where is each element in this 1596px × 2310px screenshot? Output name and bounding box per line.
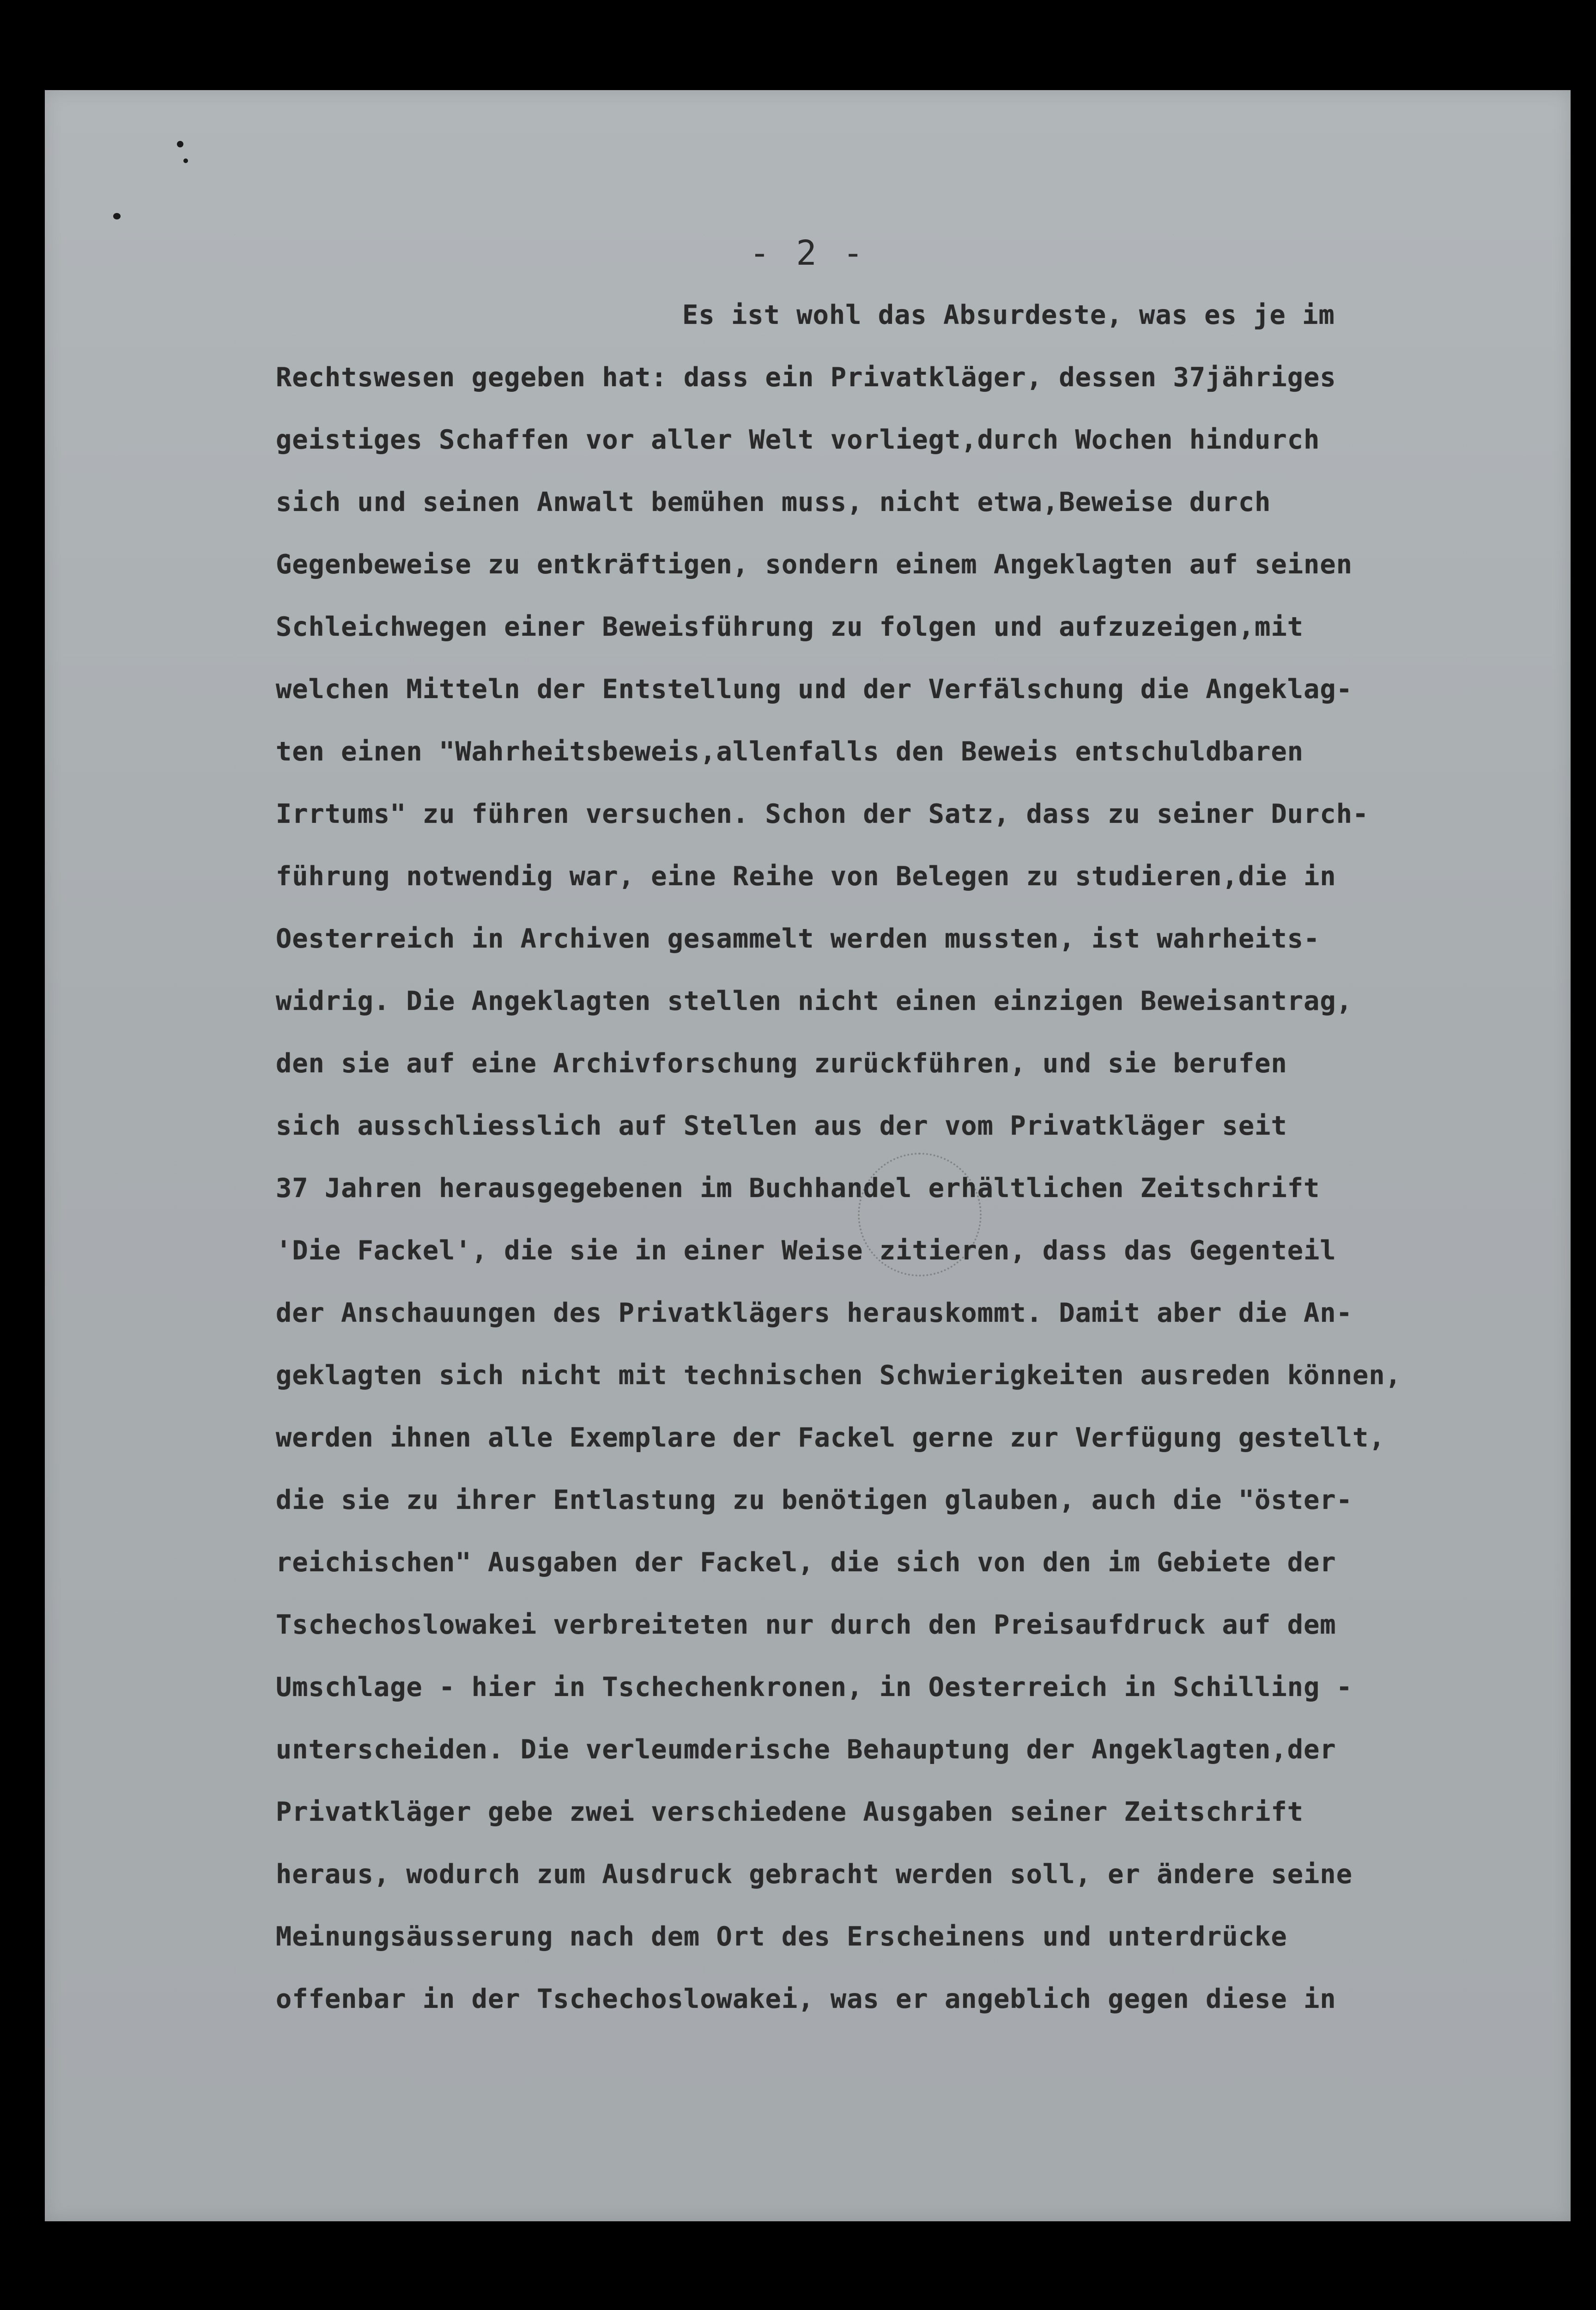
text-line: Tschechoslowakei verbreiteten nur durch den Preisaufdruck auf dem bbox=[276, 1610, 1336, 1640]
text-line: 'Die Fackel', die sie in einer Weise zitieren, dass das Gegenteil bbox=[276, 1235, 1336, 1266]
text-line: Irrtums" zu führen versuchen. Schon der Satz, dass zu seiner Durch- bbox=[276, 799, 1369, 829]
ink-speck bbox=[183, 158, 188, 163]
text-line: Oesterreich in Archiven gesammelt werden mussten, ist wahrheits- bbox=[276, 924, 1320, 954]
document-page bbox=[45, 90, 1571, 2221]
typewritten-body bbox=[276, 284, 1596, 2030]
ink-speck bbox=[177, 141, 183, 147]
page-number: - 2 - bbox=[749, 233, 866, 273]
text-line: sich ausschliesslich auf Stellen aus der vom Privatkläger seit bbox=[276, 1111, 1287, 1141]
text-line: geklagten sich nicht mit technischen Schwierigkeiten ausreden können, bbox=[276, 1360, 1402, 1391]
text-line: geistiges Schaffen vor aller Welt vorliegt,durch Wochen hindurch bbox=[276, 425, 1320, 455]
text-line: heraus, wodurch zum Ausdruck gebracht werden soll, er ändere seine bbox=[276, 1859, 1353, 1890]
text-line: Privatkläger gebe zwei verschiedene Ausgaben seiner Zeitschrift bbox=[276, 1797, 1304, 1827]
text-line: widrig. Die Angeklagten stellen nicht einen einzigen Beweisantrag, bbox=[276, 986, 1353, 1016]
text-line: reichischen" Ausgaben der Fackel, die sich von den im Gebiete der bbox=[276, 1547, 1336, 1578]
text-line: Umschlage - hier in Tschechenkronen, in Oesterreich in Schilling - bbox=[276, 1672, 1353, 1702]
text-line: führung notwendig war, eine Reihe von Belegen zu studieren,die in bbox=[276, 861, 1336, 892]
text-line: der Anschauungen des Privatklägers herauskommt. Damit aber die An- bbox=[276, 1298, 1353, 1328]
text-line: Rechtswesen gegeben hat: dass ein Privatkläger, dessen 37jähriges bbox=[276, 362, 1336, 393]
text-line: die sie zu ihrer Entlastung zu benötigen glauben, auch die "öster- bbox=[276, 1485, 1353, 1515]
text-line: Gegenbeweise zu entkräftigen, sondern einem Angeklagten auf seinen bbox=[276, 549, 1353, 580]
text-line: ten einen "Wahrheitsbeweis,allenfalls den Beweis entschuldbaren bbox=[276, 736, 1304, 767]
text-line: sich und seinen Anwalt bemühen muss, nicht etwa,Beweise durch bbox=[276, 487, 1271, 517]
text-line: Meinungsäusserung nach dem Ort des Erscheinens und unterdrücke bbox=[276, 1921, 1287, 1952]
text-line: 37 Jahren herausgegebenen im Buchhandel erhältlichen Zeitschrift bbox=[276, 1173, 1320, 1204]
text-line: den sie auf eine Archivforschung zurückführen, und sie berufen bbox=[276, 1048, 1287, 1079]
text-line: welchen Mitteln der Entstellung und der Verfälschung die Angeklag- bbox=[276, 674, 1353, 705]
text-line: unterscheiden. Die verleumderische Behauptung der Angeklagten,der bbox=[276, 1734, 1336, 1765]
text-line: Es ist wohl das Absurdeste, was es je im bbox=[682, 300, 1335, 330]
text-line: Schleichwegen einer Beweisführung zu folgen und aufzuzeigen,mit bbox=[276, 612, 1304, 642]
text-line: werden ihnen alle Exemplare der Fackel gerne zur Verfügung gestellt, bbox=[276, 1422, 1385, 1453]
ink-speck bbox=[113, 213, 121, 219]
text-line: offenbar in der Tschechoslowakei, was er angeblich gegen diese in bbox=[276, 1984, 1336, 2014]
